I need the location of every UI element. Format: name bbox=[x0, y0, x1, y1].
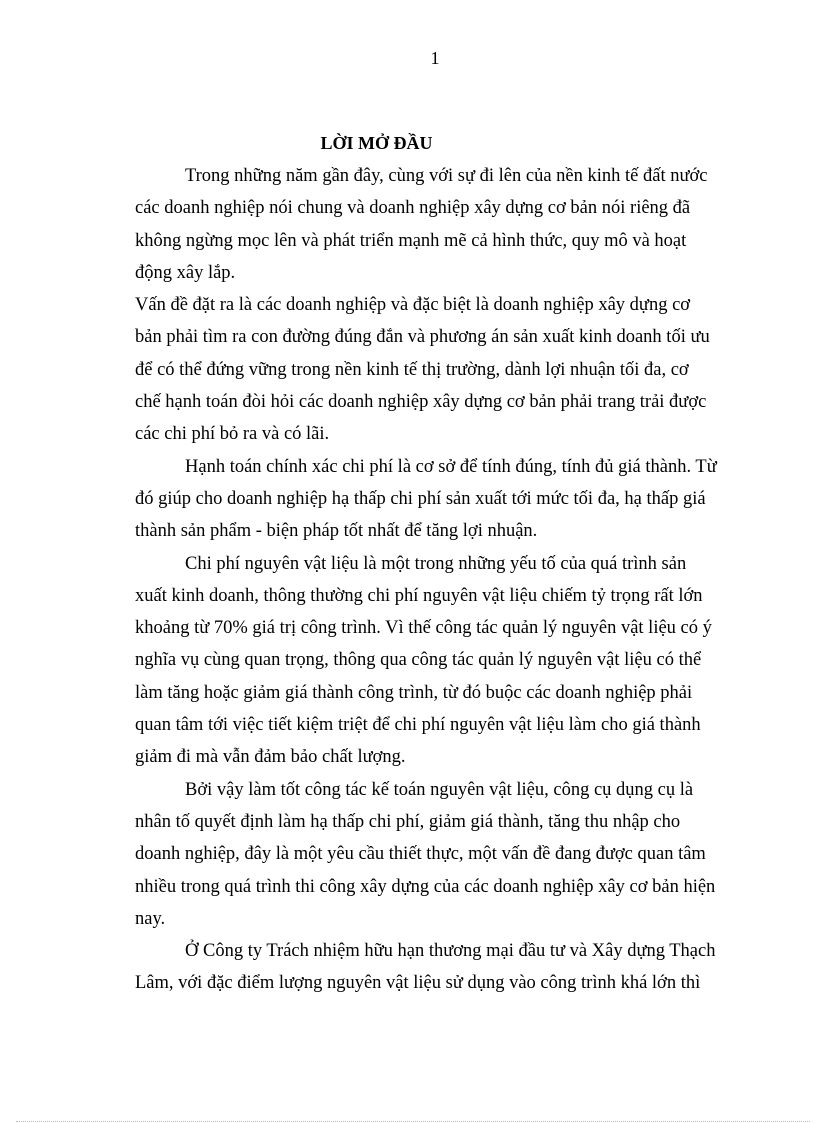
text-line: Hạnh toán chính xác chi phí là cơ sở để tính đúng, tính đủ giá thành. Từ bbox=[185, 456, 717, 477]
text-line: các chi phí bỏ ra và có lãi. bbox=[135, 424, 330, 445]
document-title: LỜI MỞ ĐẦU bbox=[320, 133, 433, 153]
text-line: làm tăng hoặc giảm giá thành công trình, từ đó buộc các doanh nghiệp phải bbox=[135, 682, 693, 703]
text-line: Trong những năm gần đây, cùng với sự đi lên của nền kinh tế đất nước bbox=[185, 166, 708, 186]
text-line: đó giúp cho doanh nghiệp hạ thấp chi phí sản xuất tới mức tối đa, hạ thấp giá bbox=[135, 488, 706, 509]
text-line: để có thể đứng vững trong nền kinh tế thị trường, dành lợi nhuận tối đa, cơ bbox=[135, 359, 689, 380]
text-line: doanh nghiệp, đây là một yêu cầu thiết thực, một vấn đề đang được quan tâm bbox=[135, 844, 706, 865]
text-line: quan tâm tới việc tiết kiệm triệt để chi phí nguyên vật liệu làm cho giá thành bbox=[135, 715, 701, 736]
text-line: nhân tố quyết định làm hạ thấp chi phí, giảm giá thành, tăng thu nhập cho bbox=[135, 811, 681, 832]
text-line: nghĩa vụ cùng quan trọng, thông qua công tác quản lý nguyên vật liệu có thể bbox=[135, 650, 702, 671]
text-line: giảm đi mà vẫn đảm bảo chất lượng. bbox=[135, 747, 406, 768]
text-line: nhiều trong quá trình thi công xây dựng của các doanh nghiệp xây cơ bản hiện bbox=[135, 876, 716, 897]
text-line: Bởi vậy làm tốt công tác kế toán nguyên vật liệu, công cụ dụng cụ là bbox=[185, 779, 694, 800]
page-number: 1 bbox=[430, 48, 440, 68]
text-line: Ở Công ty Trách nhiệm hữu hạn thương mại đầu tư và Xây dựng Thạch bbox=[185, 941, 716, 962]
text-line: Vấn đề đặt ra là các doanh nghiệp và đặc biệt là doanh nghiệp xây dựng cơ bbox=[135, 295, 691, 316]
text-line: động xây lắp. bbox=[135, 262, 236, 283]
text-line: bản phải tìm ra con đường đúng đắn và phương án sản xuất kinh doanh tối ưu bbox=[135, 327, 710, 348]
text-line: các doanh nghiệp nói chung và doanh nghiệp xây dựng cơ bản nói riêng đã bbox=[135, 198, 691, 219]
text-line: nay. bbox=[135, 908, 166, 929]
document-body bbox=[135, 162, 717, 1002]
text-line: chế hạnh toán đòi hỏi các doanh nghiệp xây dựng cơ bản phải trang trải được bbox=[135, 392, 707, 413]
text-line: thành sản phẩm - biện pháp tốt nhất để tăng lợi nhuận. bbox=[135, 521, 538, 542]
text-line: khoảng từ 70% giá trị công trình. Vì thế công tác quản lý nguyên vật liệu có ý bbox=[135, 618, 712, 639]
text-line: Lâm, với đặc điểm lượng nguyên vật liệu sử dụng vào công trình khá lớn thì bbox=[135, 973, 701, 994]
text-line: không ngừng mọc lên và phát triển mạnh mẽ cả hình thức, quy mô và hoạt bbox=[135, 230, 687, 251]
page-bottom-divider bbox=[16, 1121, 810, 1122]
text-line: Chi phí nguyên vật liệu là một trong những yếu tố của quá trình sản bbox=[185, 553, 687, 574]
text-line: xuất kinh doanh, thông thường chi phí nguyên vật liệu chiếm tỷ trọng rất lớn bbox=[135, 585, 703, 606]
